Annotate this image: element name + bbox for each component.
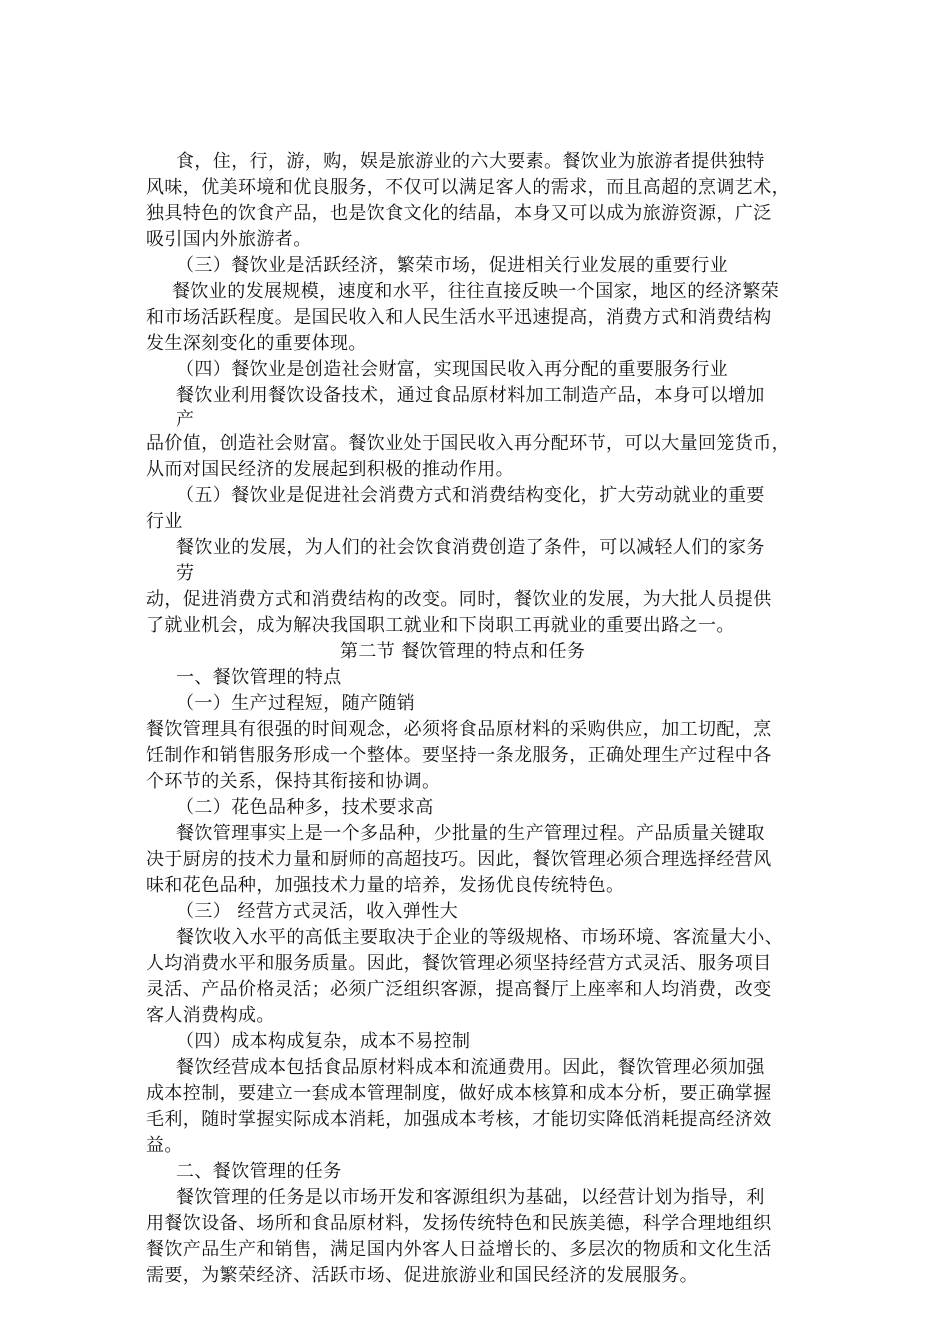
text-line: 人均消费水平和服务质量。因此，餐饮管理必须坚持经营方式灵活、服务项目 [146, 953, 772, 974]
section-heading: （四）餐饮业是创造社会财富，实现国民收入再分配的重要服务行业 [176, 359, 728, 380]
text-line: 餐饮业的发展规模，速度和水平，往往直接反映一个国家，地区的经济繁荣 [172, 281, 780, 302]
text-line: 益。 [146, 1135, 183, 1156]
text-line: 了就业机会，成为解决我国职工就业和下岗职工再就业的重要出路之一。 [146, 615, 735, 636]
subsection-heading: 二、餐饮管理的任务 [176, 1161, 342, 1182]
text-line: 餐饮管理事实上是一个多品种，少批量的生产管理过程。产品质量关键取 [176, 823, 765, 844]
text-line: 动，促进消费方式和消费结构的改变。同时，餐饮业的发展，为大批人员提供 [146, 589, 772, 610]
text-line: 用餐饮设备、场所和食品原材料，发扬传统特色和民族美德，科学合理地组织 [146, 1213, 772, 1234]
text-line: 饪制作和销售服务形成一个整体。要坚持一条龙服务，正确处理生产过程中各 [146, 745, 772, 766]
text-line: 餐饮管理具有很强的时间观念，必须将食品原材料的采购供应，加工切配，烹 [146, 719, 772, 740]
text-line: 产 [176, 409, 195, 430]
section-heading: （二）花色品种多，技术要求高 [176, 797, 434, 818]
text-line: 劳 [176, 563, 195, 584]
section-heading: （五）餐饮业是促进社会消费方式和消费结构变化，扩大劳动就业的重要 [176, 485, 765, 506]
text-line: 个环节的关系，保持其衔接和协调。 [146, 771, 441, 792]
section-title: 第二节 餐饮管理的特点和任务 [340, 641, 586, 662]
text-line: 灵活、产品价格灵活；必须广泛组织客源，提高餐厅上座率和人均消费，改变 [146, 979, 772, 1000]
text-line: 餐饮业的发展，为人们的社会饮食消费创造了条件，可以减轻人们的家务 [176, 537, 765, 558]
subsection-heading: 一、餐饮管理的特点 [176, 667, 342, 688]
text-line: 成本控制，要建立一套成本管理制度，做好成本核算和成本分析，要正确掌握 [146, 1083, 772, 1104]
text-line: 发生深刻变化的重要体现。 [146, 333, 367, 354]
text-line: 从而对国民经济的发展起到积极的推动作用。 [146, 459, 514, 480]
text-line: 餐饮产品生产和销售，满足国内外客人日益增长的、多层次的物质和文化生活 [146, 1239, 772, 1260]
text-line: 吸引国内外旅游者。 [146, 229, 312, 250]
text-line: 餐饮收入水平的高低主要取决于企业的等级规格、市场环境、客流量大小、 [176, 927, 784, 948]
text-line: 味和花色品种，加强技术力量的培养，发扬优良传统特色。 [146, 875, 625, 896]
text-line: 毛利，随时掌握实际成本消耗，加强成本考核，才能切实降低消耗提高经济效 [146, 1109, 772, 1130]
text-line: 决于厨房的技术力量和厨师的高超技巧。因此，餐饮管理必须合理选择经营风 [146, 849, 772, 870]
section-heading: （三）餐饮业是活跃经济，繁荣市场，促进相关行业发展的重要行业 [176, 255, 728, 276]
section-heading: （四）成本构成复杂，成本不易控制 [176, 1031, 471, 1052]
text-line: 餐饮业利用餐饮设备技术，通过食品原材料加工制造产品，本身可以增加 [176, 385, 765, 406]
text-line: 客人消费构成。 [146, 1005, 275, 1026]
text-line: 食，住，行，游，购，娱是旅游业的六大要素。餐饮业为旅游者提供独特 [176, 151, 765, 172]
text-line: 品价值，创造社会财富。餐饮业处于国民收入再分配环节，可以大量回笼货币， [146, 433, 790, 454]
section-heading: （一）生产过程短，随产随销 [176, 693, 416, 714]
text-line: 独具特色的饮食产品，也是饮食文化的结晶，本身又可以成为旅游资源，广泛 [146, 203, 772, 224]
section-heading: 行业 [146, 511, 183, 532]
text-line: 需要，为繁荣经济、活跃市场、促进旅游业和国民经济的发展服务。 [146, 1265, 698, 1286]
text-line: 和市场活跃程度。是国民收入和人民生活水平迅速提高，消费方式和消费结构 [146, 307, 772, 328]
text-line: 餐饮管理的任务是以市场开发和客源组织为基础，以经营计划为指导，利 [176, 1187, 765, 1208]
text-line: 餐饮经营成本包括食品原材料成本和流通费用。因此，餐饮管理必须加强 [176, 1057, 765, 1078]
section-heading: （三） 经营方式灵活，收入弹性大 [176, 901, 459, 922]
text-line: 风味，优美环境和优良服务，不仅可以满足客人的需求，而且高超的烹调艺术， [146, 177, 790, 198]
